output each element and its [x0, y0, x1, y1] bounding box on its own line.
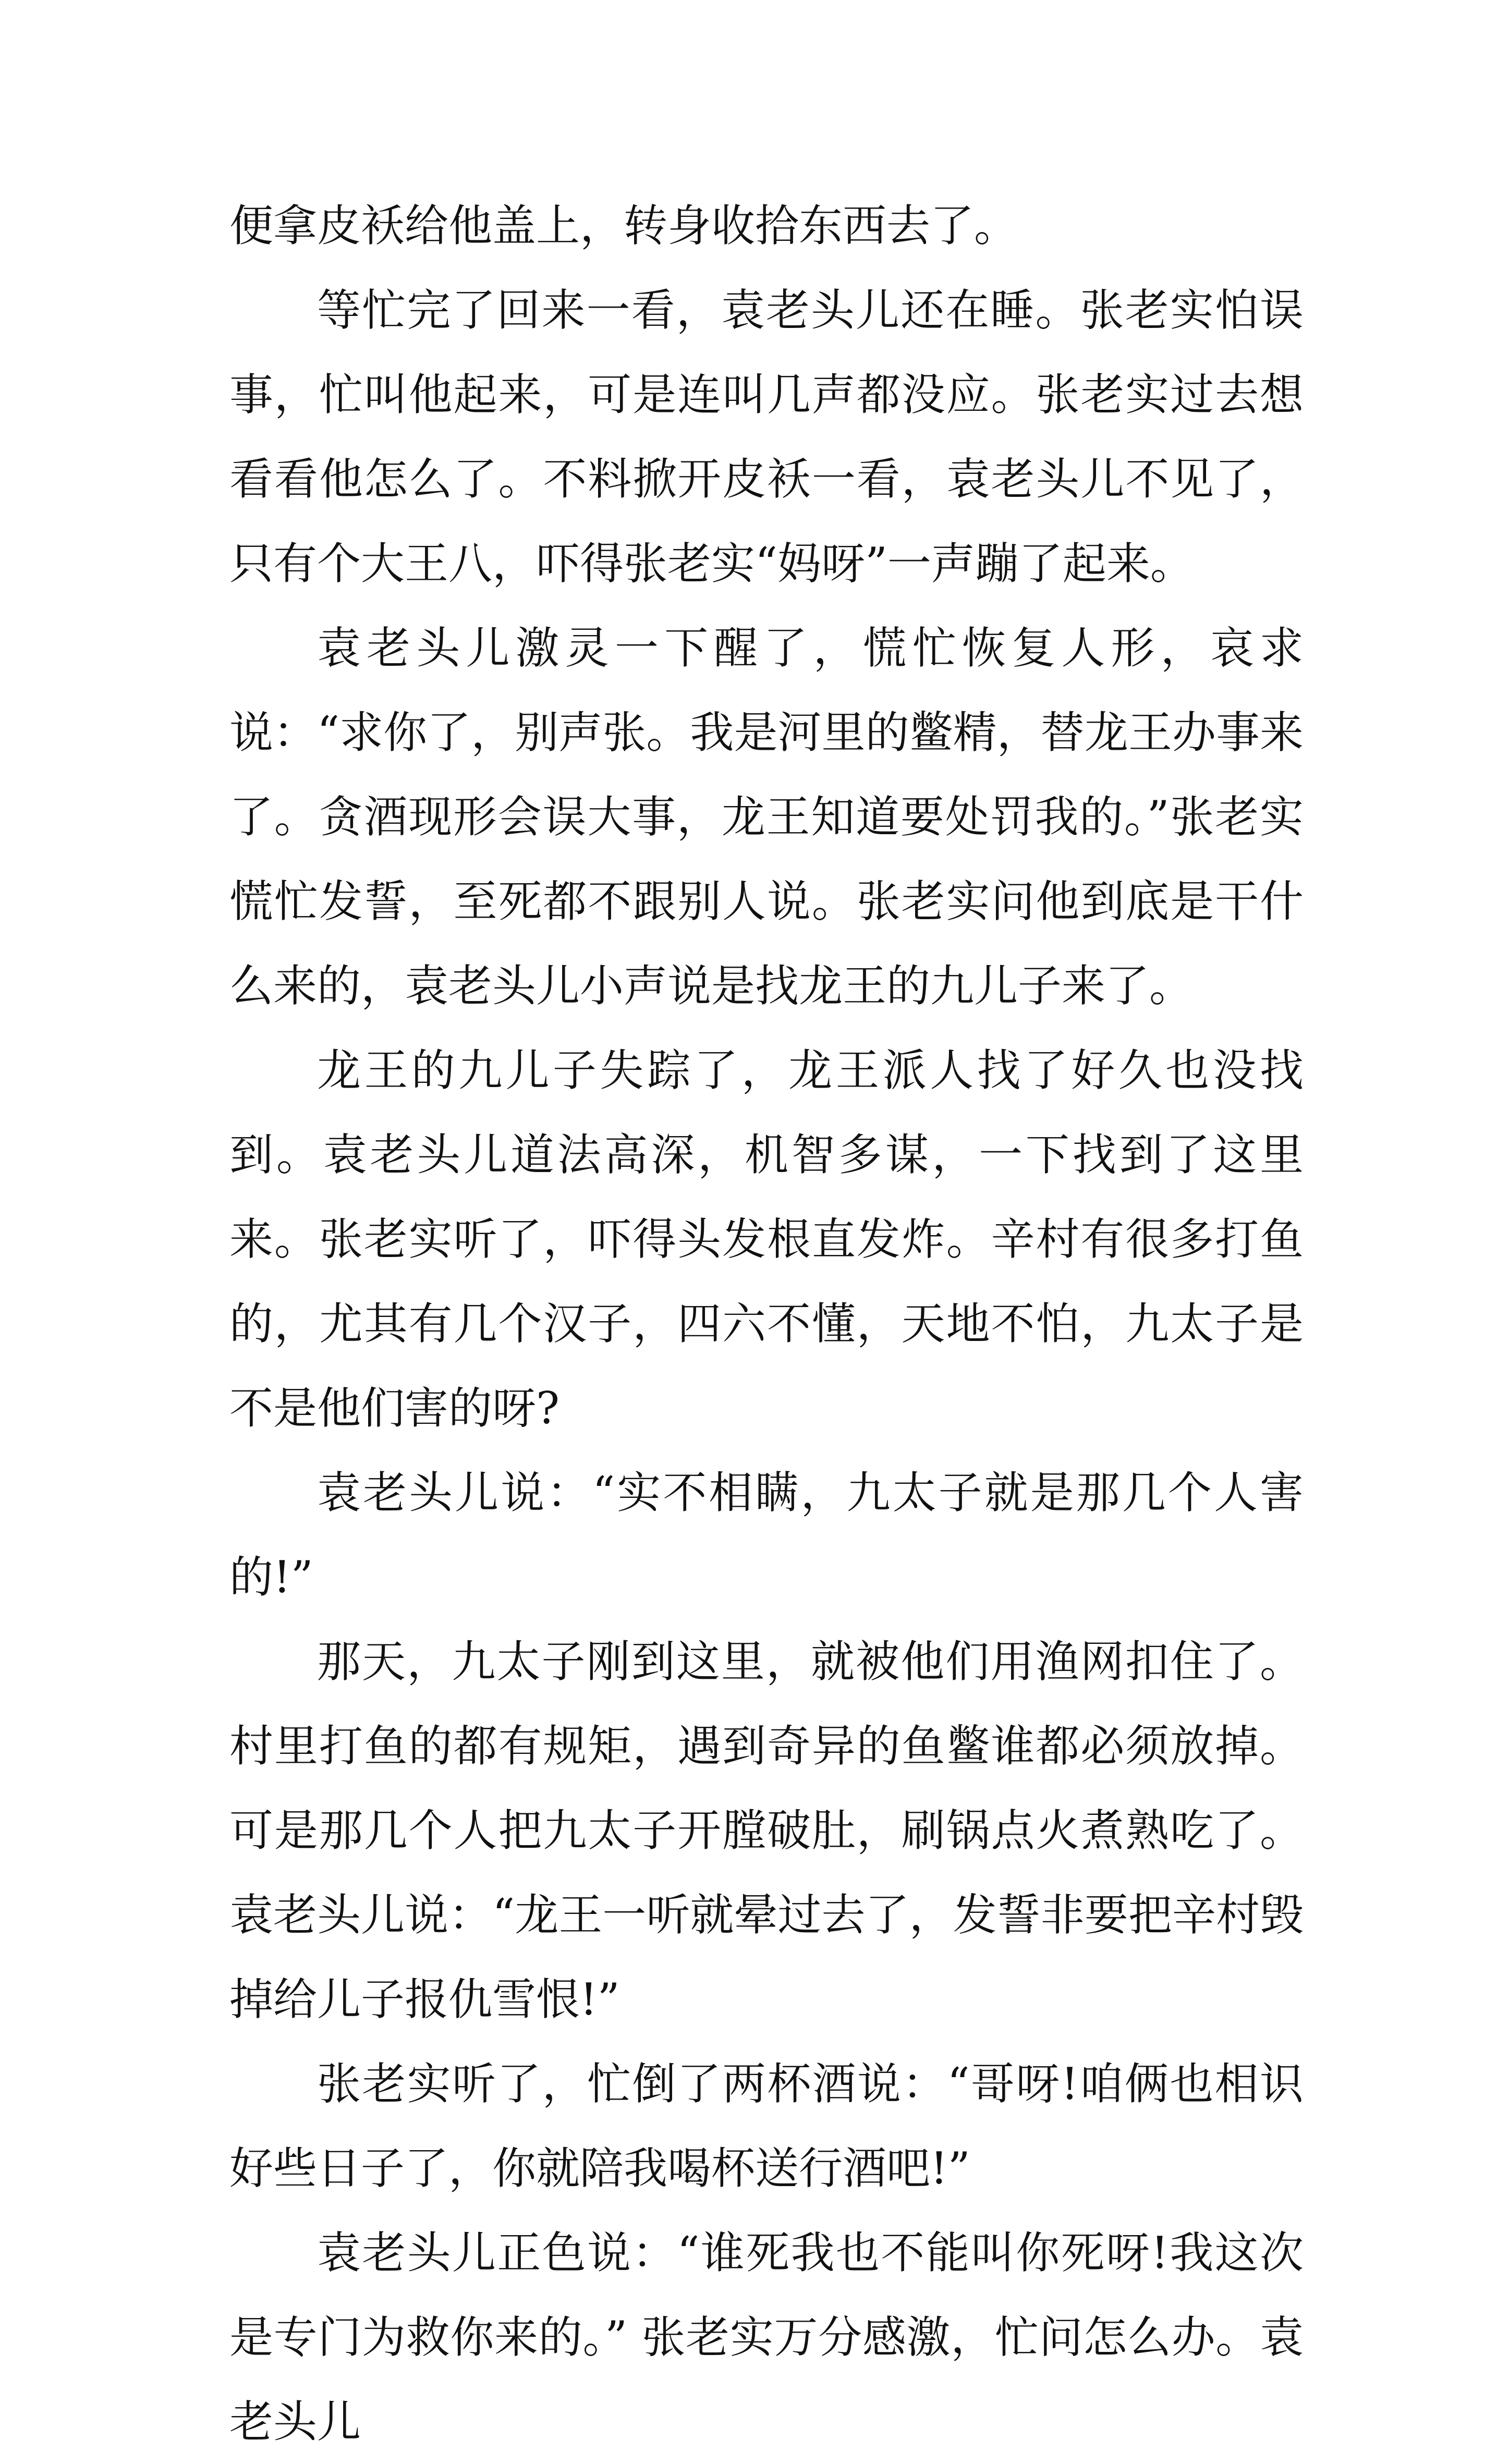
paragraph-2: 等忙完了回来一看，袁老头儿还在睡。张老实怕误事，忙叫他起来，可是连叫几声都没应。张老实过去想看看他怎么了。不料掀开皮袄一看，袁老头儿不见了，只有个大王八，吓得张老实“妈呀”一声蹦了起来。 [229, 285, 1304, 589]
paragraph-7: 张老实听了，忙倒了两杯酒说：“哥呀!咱俩也相识好些日子了，你就陪我喝杯送行酒吧!” [229, 2058, 1304, 2194]
paragraph-4: 龙王的九儿子失踪了，龙王派人找了好久也没找到。袁老头儿道法高深，机智多谋，一下找到了这里来。张老实听了，吓得头发根直发炸。辛村有很多打鱼的，尤其有几个汉子，四六不懂，天地不怕，九太子是不是他们害的呀? [229, 1045, 1304, 1434]
paragraph-8: 袁老头儿正色说：“谁死我也不能叫你死呀!我这次是专门为救你来的。” 张老实万分感激，忙问怎么办。袁老头儿 [229, 2227, 1304, 2447]
paragraph-5: 袁老头儿说：“实不相瞒，九太子就是那几个人害的!” [229, 1467, 1304, 1603]
paragraph-3: 袁老头儿激灵一下醒了，慌忙恢复人形，哀求说：“求你了，别声张。我是河里的鳖精，替龙王办事来了。贪酒现形会误大事，龙王知道要处罚我的。”张老实慌忙发誓，至死都不跟别人说。张老实问他到底是干什么来的，袁老头儿小声说是找龙王的九儿子来了。 [229, 623, 1304, 1011]
body-text [229, 184, 1304, 2464]
paragraph-6: 那天，九太子刚到这里，就被他们用渔网扣住了。村里打鱼的都有规矩，遇到奇异的鱼鳖谁都必须放掉。可是那几个人把九太子开膛破肚，刷锅点火煮熟吃了。袁老头儿说：“龙王一听就晕过去了，发誓非要把辛村毁掉给儿子报仇雪恨!” [229, 1636, 1304, 2025]
paragraph-1: 便拿皮袄给他盖上，转身收拾东西去了。 [229, 200, 1018, 251]
